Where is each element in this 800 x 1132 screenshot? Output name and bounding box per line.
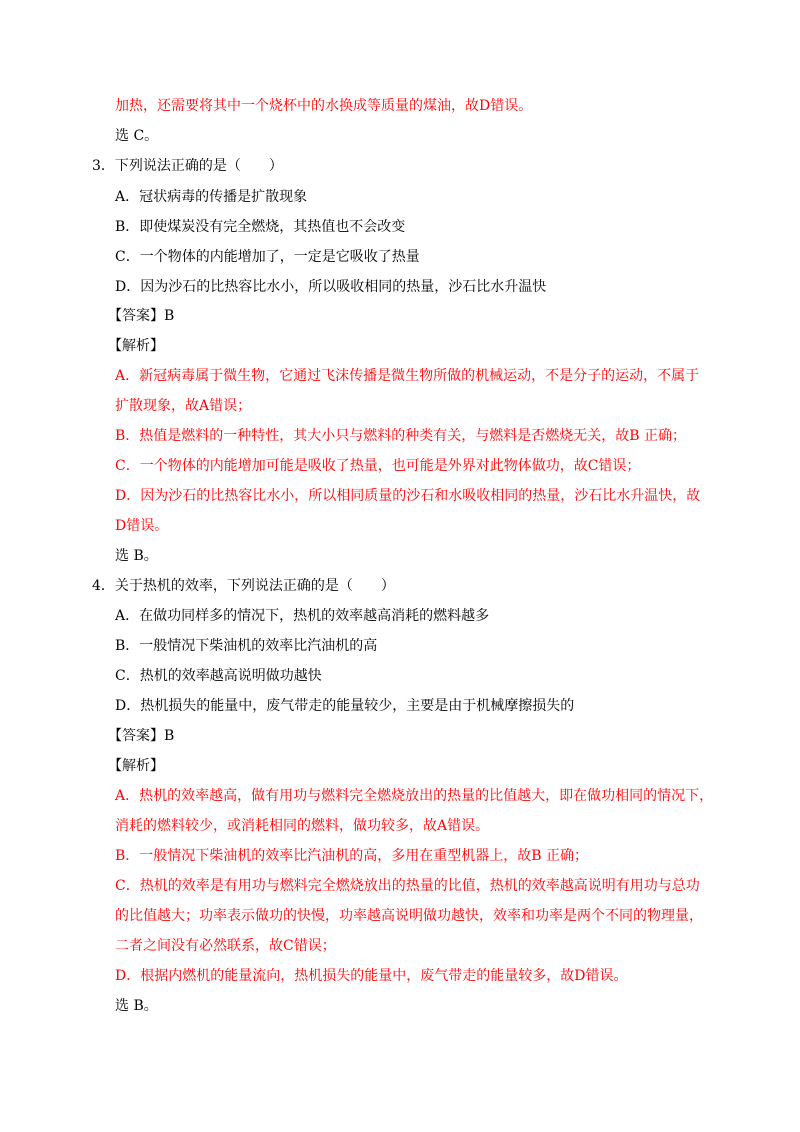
q4-option-d: D．热机损失的能量中，废气带走的能量较少，主要是由于机械摩擦损失的 xyxy=(115,698,575,714)
q4-stem: 4．关于热机的效率，下列说法正确的是（ ） xyxy=(92,578,395,594)
q3-analysis-line: A．新冠病毒属于微生物，它通过飞沫传播是微生物所做的机械运动，不是分子的运动，不属于 xyxy=(115,368,700,384)
q4-option-b: B．一般情况下柴油机的效率比汽油机的高 xyxy=(115,638,378,654)
q4-choice: 选 B。 xyxy=(115,998,158,1014)
q4-analysis-line: B．一般情况下柴油机的效率比汽油机的高，多用在重型机器上，故B 正确； xyxy=(115,848,589,864)
q3-answer: 【答案】B xyxy=(108,308,175,324)
q2-choice: 选 C。 xyxy=(115,128,159,144)
q3-analysis-line: B．热值是燃料的一种特性，其大小只与燃料的种类有关，与燃料是否燃烧无关，故B 正确； xyxy=(115,428,687,444)
q4-analysis-line: 二者之间没有必然联系，故C错误； xyxy=(115,938,336,954)
q3-analysis-line: C．一个物体的内能增加可能是吸收了热量，也可能是外界对此物体做功，故C错误； xyxy=(115,458,641,474)
q3-stem: 3．下列说法正确的是（ ） xyxy=(92,158,283,174)
q4-option-c: C．热机的效率越高说明做功越快 xyxy=(115,668,322,684)
q4-option-a: A．在做功同样多的情况下，热机的效率越高消耗的燃料越多 xyxy=(115,608,490,624)
q4-analysis-line: A．热机的效率越高，做有用功与燃料完全燃烧放出的热量的比值越大，即在做功相同的情况下， xyxy=(115,788,714,804)
q4-analysis-header: 【解析】 xyxy=(108,758,164,774)
q3-option-b: B．即使煤炭没有完全燃烧，其热值也不会改变 xyxy=(115,219,406,235)
q3-analysis-line: 扩散现象，故A错误； xyxy=(115,398,252,414)
q3-analysis-header: 【解析】 xyxy=(108,338,164,354)
q4-answer: 【答案】B xyxy=(108,728,175,744)
q3-option-c: C．一个物体的内能增加了，一定是它吸收了热量 xyxy=(115,249,420,265)
q3-analysis-line: D．因为沙石的比热容比水小，所以相同质量的沙石和水吸收相同的热量，沙石比水升温快，故 xyxy=(115,488,701,504)
q2-analysis-line: 加热，还需要将其中一个烧杯中的水换成等质量的煤油，故D错误。 xyxy=(115,98,533,114)
q4-analysis-line: 消耗的燃料较少，或消耗相同的燃料，做功较多，故A错误。 xyxy=(115,818,490,834)
q3-analysis-line: D错误。 xyxy=(115,518,169,534)
q4-analysis-line: C．热机的效率是有用功与燃料完全燃烧放出的热量的比值，热机的效率越高说明有用功与总功 xyxy=(115,878,700,894)
q4-analysis-line: 的比值越大；功率表示做功的快慢，功率越高说明做功越快，效率和功率是两个不同的物理量， xyxy=(115,908,703,924)
q4-analysis-line: D．根据内燃机的能量流向，热机损失的能量中，废气带走的能量较多，故D错误。 xyxy=(115,968,628,984)
q3-option-d: D．因为沙石的比热容比水小，所以吸收相同的热量，沙石比水升温快 xyxy=(115,279,547,295)
q3-option-a: A．冠状病毒的传播是扩散现象 xyxy=(115,189,308,205)
q3-choice: 选 B。 xyxy=(115,548,158,564)
